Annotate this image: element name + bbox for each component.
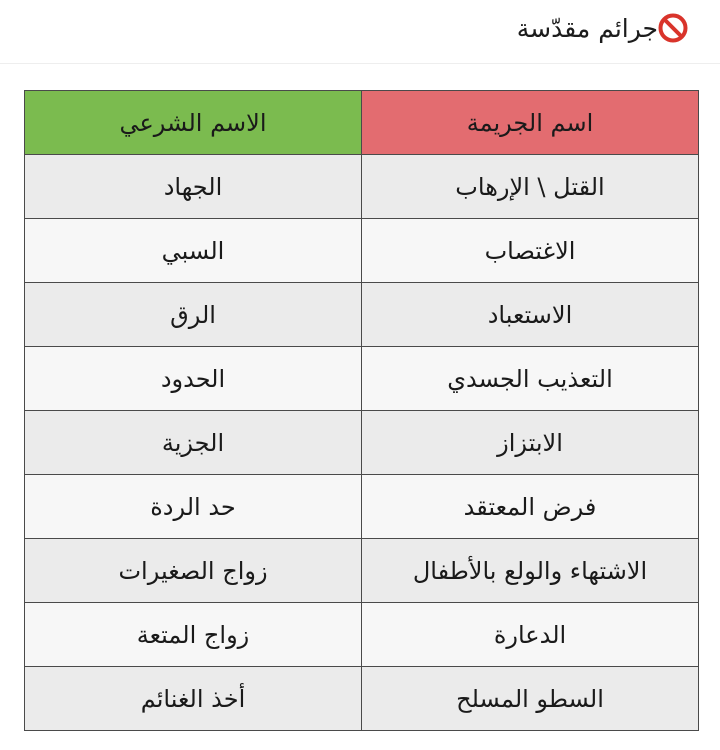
table-header-row — [25, 91, 699, 155]
religious-name-cell: الرق — [25, 283, 362, 347]
religious-name-cell: الجزية — [25, 411, 362, 475]
post-header — [0, 0, 720, 62]
table-row — [25, 603, 699, 667]
religious-name-cell: حد الردة — [25, 475, 362, 539]
religious-name-cell: زواج الصغيرات — [25, 539, 362, 603]
prohibited-icon — [658, 13, 688, 43]
table-row — [25, 411, 699, 475]
religious-name-cell: الجهاد — [25, 155, 362, 219]
crime-name-cell: فرض المعتقد — [362, 475, 699, 539]
religious-name-cell: السبي — [25, 219, 362, 283]
religious-name-cell: أخذ الغنائم — [25, 667, 362, 731]
table-row — [25, 347, 699, 411]
table-row — [25, 475, 699, 539]
religious-name-cell: الحدود — [25, 347, 362, 411]
crime-name-cell: الاستعباد — [362, 283, 699, 347]
crime-name-cell: الابتزاز — [362, 411, 699, 475]
crime-name-cell: الاشتهاء والولع بالأطفال — [362, 539, 699, 603]
header-divider — [0, 63, 720, 64]
crimes-table-container — [24, 90, 696, 731]
crimes-table — [24, 90, 699, 731]
religious-name-cell: زواج المتعة — [25, 603, 362, 667]
table-row — [25, 219, 699, 283]
crime-name-cell: القتل \ الإرهاب — [362, 155, 699, 219]
post-title-text: جرائم مقدّسة — [516, 13, 658, 43]
table-row — [25, 539, 699, 603]
crime-name-cell: التعذيب الجسدي — [362, 347, 699, 411]
crime-name-cell: الاغتصاب — [362, 219, 699, 283]
post-title — [517, 10, 698, 46]
crime-name-cell: الدعارة — [362, 603, 699, 667]
table-row — [25, 283, 699, 347]
column-header-crime-name: اسم الجريمة — [362, 91, 699, 155]
column-header-religious-name: الاسم الشرعي — [25, 91, 362, 155]
table-row — [25, 667, 699, 731]
crime-name-cell: السطو المسلح — [362, 667, 699, 731]
table-row — [25, 155, 699, 219]
